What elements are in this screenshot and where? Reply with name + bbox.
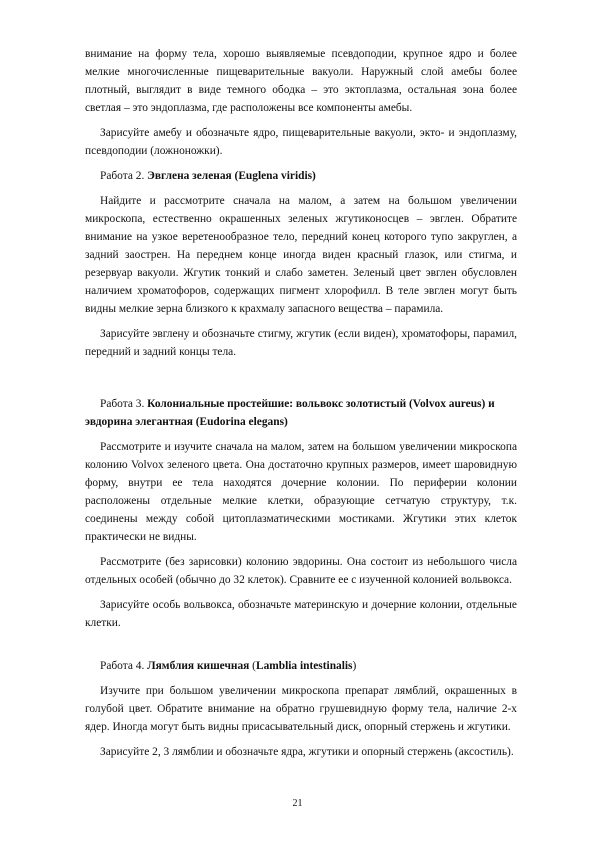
paragraph-volvox-description: Рассмотрите и изучите сначала на малом, затем на большом увеличении микроскопа колонию Volvox зеленого цвета. Она достаточно крупных размеров, имеет шаровидную форму, внутри ее тела находятся дочерние колонии. По периферии колонии расположены отдельные мелкие клетки, образующие сетчатую структуру, т.к. соединены между собой цитоплазматическими мостиками. Жгутики этих клеток практически не видны. xyxy=(85,441,517,543)
paragraph-euglena-description: Найдите и рассмотрите сначала на малом, а затем на большом увеличении микроскопа, естественно окрашенных зеленых жгутиконосцев – эвглен. Обратите внимание на узкое веретенообразное тело, передний конец которого тупо закруглен, а задний заострен. На переднем конце иногда виден красный глазок, или стигма, и резервуар вакуоли. Жгутик тонкий и слабо заметен. Зеленый цвет эвглен обусловлен наличием хроматофоров, содержащих пигмент хлорофилл. В теле эвглен могут быть видны мелкие зерна близкого к крахмалу запасного вещества – парамила. xyxy=(85,195,517,315)
paragraph-volvox-task: Зарисуйте особь вольвокса, обозначьте материнскую и дочерние колонии, отдельные клетки. xyxy=(85,599,517,629)
heading-work-4-latin: Lamblia intestinalis xyxy=(255,660,353,672)
page-number: 21 xyxy=(292,798,303,809)
heading-work-2 xyxy=(85,167,517,185)
heading-work-2-title: Эвглена зеленая (Euglena viridis) xyxy=(147,170,316,182)
heading-work-3-title-line1: Колониальные простейшие: вольвокс золотистый (Volvox aureus) и xyxy=(147,398,495,410)
heading-work-2-prefix: Работа 2. xyxy=(100,170,148,182)
body-text xyxy=(85,45,517,768)
heading-work-4 xyxy=(85,657,517,675)
heading-work-4-title: Лямблия кишечная xyxy=(147,660,250,672)
paragraph-euglena-task: Зарисуйте эвглену и обозначьте стигму, жгутик (если виден), хроматофоры, парамил, передний и задний концы тела. xyxy=(85,328,517,358)
heading-work-3-prefix: Работа 3. xyxy=(100,398,148,410)
paragraph-amoeba-task: Зарисуйте амебу и обозначьте ядро, пищеварительные вакуоли, экто- и эндоплазму, псевдоподии (ложноножки). xyxy=(85,127,517,157)
spacer xyxy=(85,368,517,395)
spacer xyxy=(85,639,517,657)
heading-work-4-paren-open: ( xyxy=(249,660,256,672)
paragraph-lamblia-description: Изучите при большом увеличении микроскопа препарат лямблий, окрашенных в голубой цвет. Обратите внимание на обратно грушевидную форму тела, наличие 2-х ядер. Иногда могут быть видны присасывательный диск, опорный стержень и жгутики. xyxy=(85,685,517,733)
heading-work-3 xyxy=(85,395,517,431)
heading-work-3-title-line2: эвдорина элегантная (Eudorina elegans) xyxy=(85,416,288,428)
paragraph-amoeba-description: внимание на форму тела, хорошо выявляемые псевдоподии, крупное ядро и более мелкие многочисленные пищеварительные вакуоли. Наружный слой амебы более плотный, выглядит в виде темного ободка – это эктоплазма, остальная зона более светлая – это эндоплазма, где расположены все компоненты амебы. xyxy=(85,48,517,114)
heading-work-4-prefix: Работа 4. xyxy=(100,660,148,672)
paragraph-lamblia-task: Зарисуйте 2, 3 лямблии и обозначьте ядра, жгутики и опорный стержень (аксостиль). xyxy=(100,746,514,758)
paragraph-eudorina-description: Рассмотрите (без зарисовки) колонию эвдорины. Она состоит из небольшого числа отдельных особей (обычно до 32 клеток). Сравните ее с изученной колонией вольвокса. xyxy=(85,556,517,586)
heading-work-4-paren-close: ) xyxy=(352,660,357,672)
